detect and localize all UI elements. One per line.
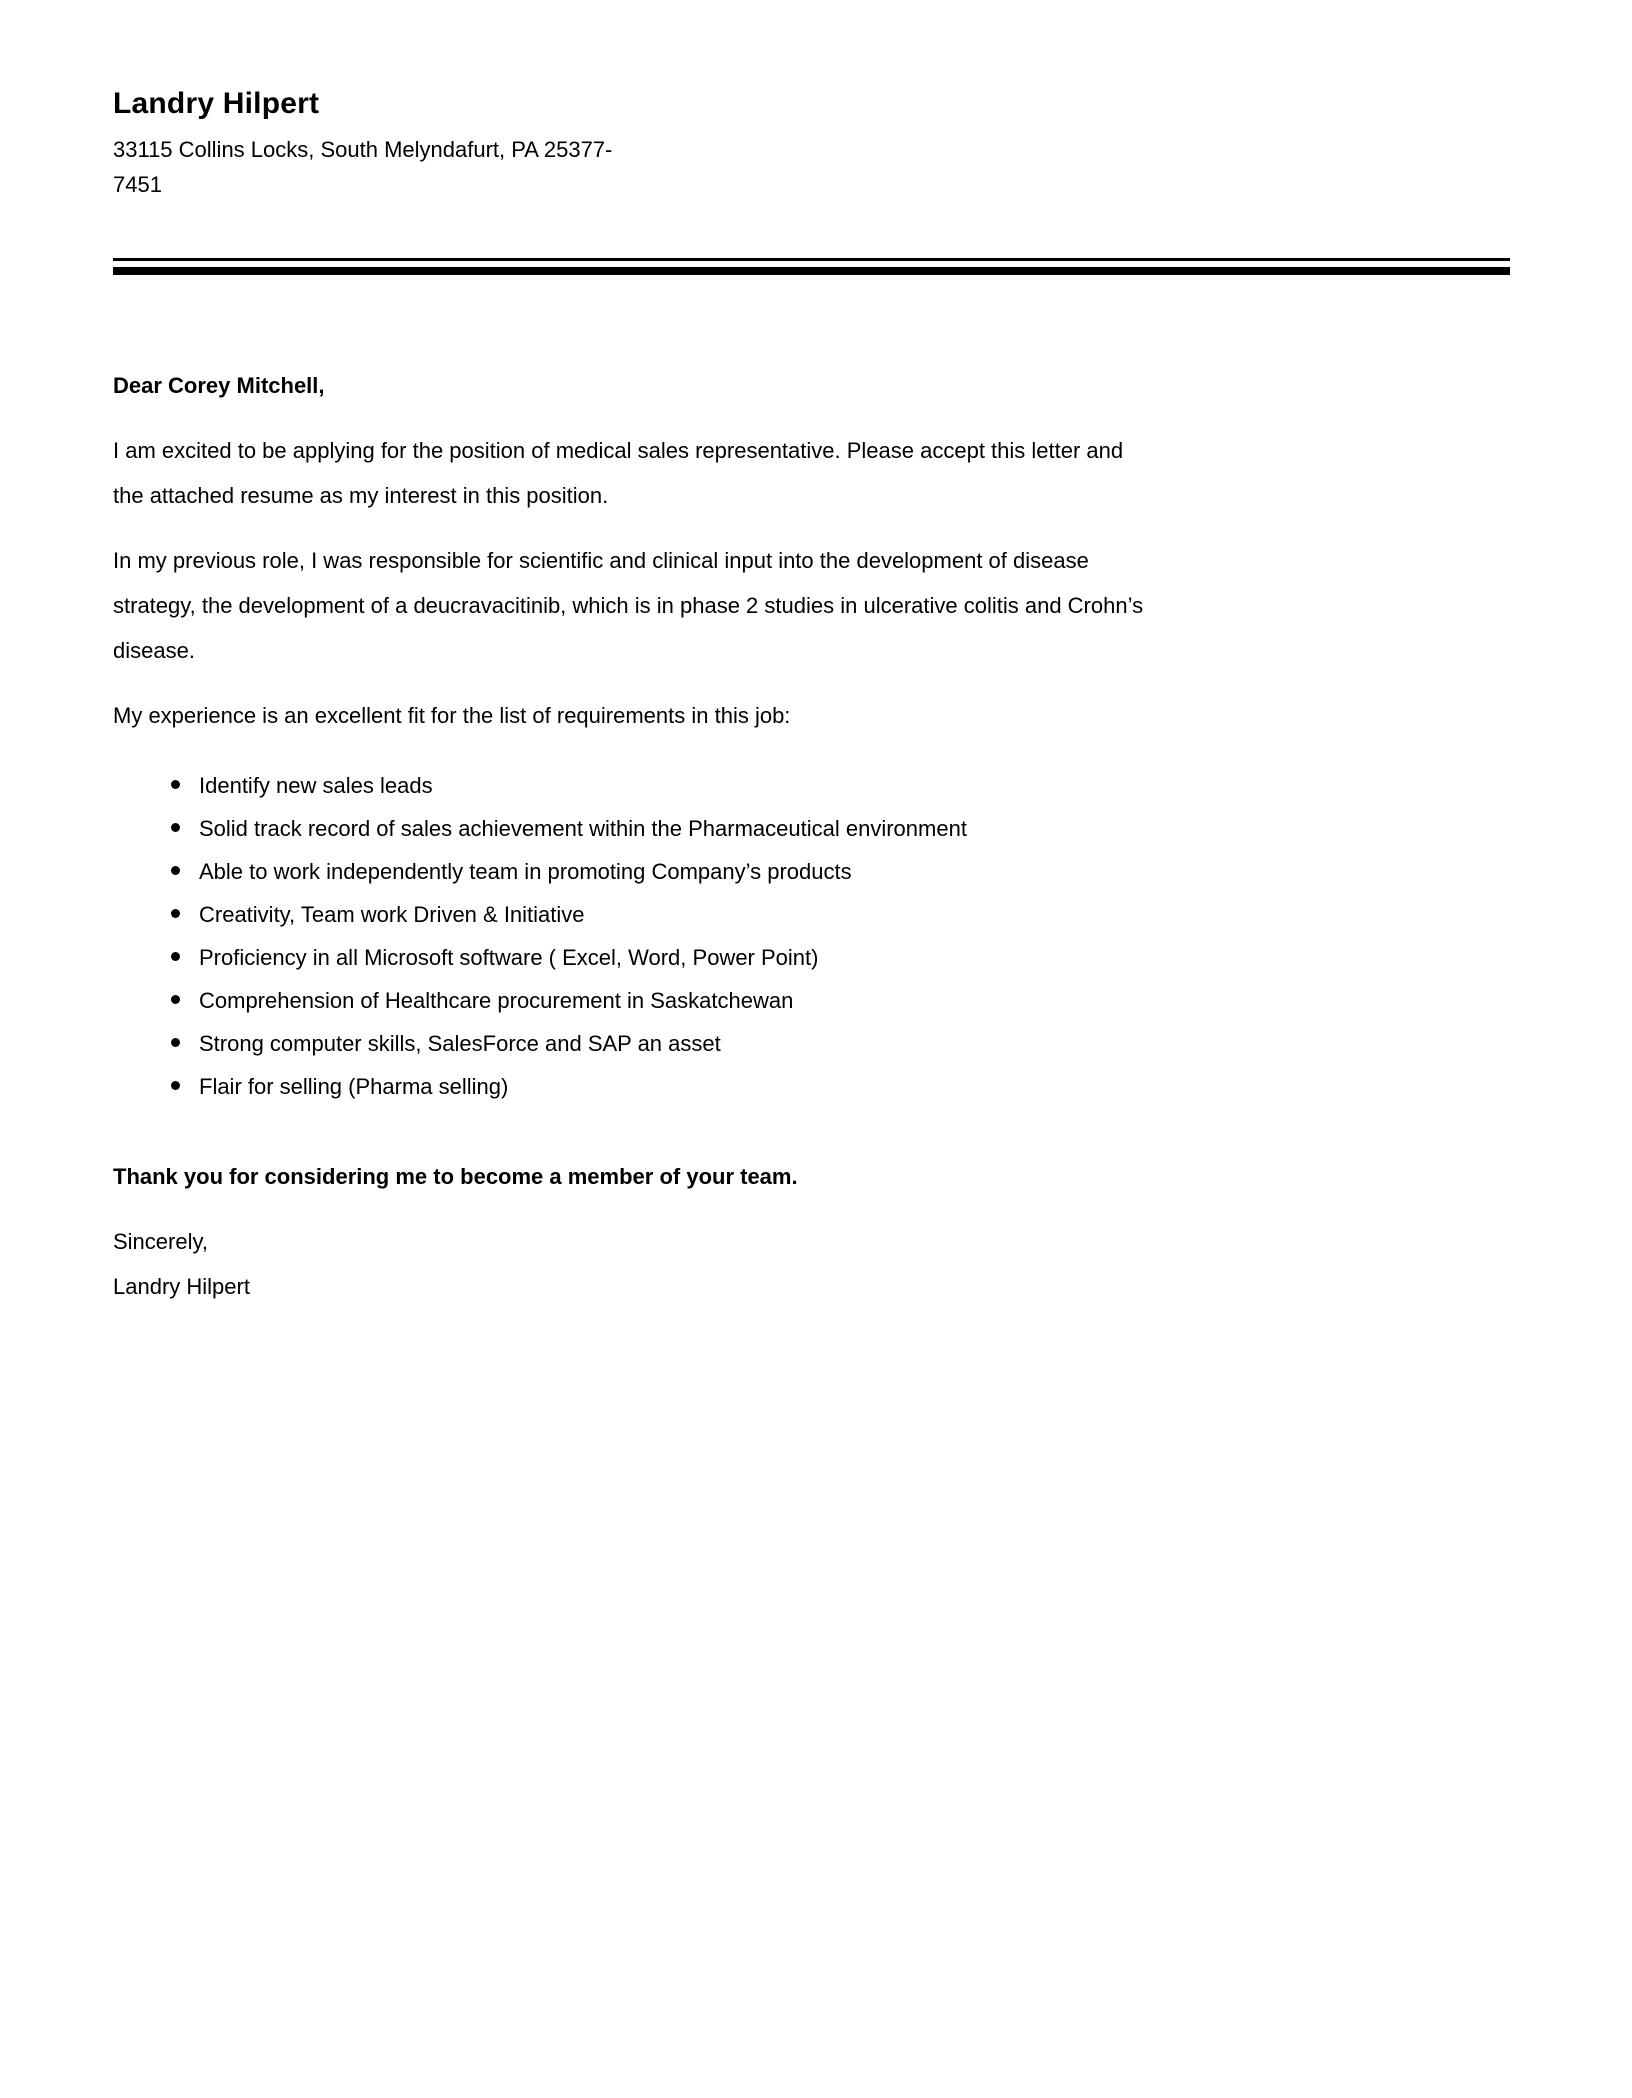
sender-address-line-2: 7451 xyxy=(113,172,162,197)
requirements-list xyxy=(113,764,1510,1108)
signature-name: Landry Hilpert xyxy=(113,1274,250,1299)
closing-statement: Thank you for considering me to become a member of your team. xyxy=(113,1164,798,1189)
requirement-item: Creativity, Team work Driven & Initiative xyxy=(113,893,1510,936)
requirement-item: Identify new sales leads xyxy=(113,764,1510,807)
sender-address-line-1: 33115 Collins Locks, South Melyndafurt, PA 25377- xyxy=(113,137,613,162)
paragraph-intro xyxy=(113,428,1510,518)
greeting: Dear Corey Mitchell, xyxy=(113,373,325,398)
requirement-item: Able to work independently team in promoting Company’s products xyxy=(113,850,1510,893)
paragraph-line: I am excited to be applying for the position of medical sales representative. Please accept this letter and xyxy=(113,438,1124,463)
paragraph-line: In my previous role, I was responsible for scientific and clinical input into the development of disease xyxy=(113,548,1089,573)
sender-name: Landry Hilpert xyxy=(113,87,320,120)
requirement-item: Comprehension of Healthcare procurement in Saskatchewan xyxy=(113,979,1510,1022)
signoff-block xyxy=(113,1219,1510,1309)
requirement-item: Flair for selling (Pharma selling) xyxy=(113,1065,1510,1108)
letter-body xyxy=(113,363,1510,1309)
paragraph-line: strategy, the development of a deucravacitinib, which is in phase 2 studies in ulcerative colitis and Crohn’s xyxy=(113,593,1144,618)
paragraph-previous-role xyxy=(113,538,1510,673)
paragraph-line: disease. xyxy=(113,638,195,663)
header-divider xyxy=(113,258,1510,275)
sender-address xyxy=(113,132,1510,202)
requirement-item: Strong computer skills, SalesForce and SAP an asset xyxy=(113,1022,1510,1065)
requirement-item: Solid track record of sales achievement within the Pharmaceutical environment xyxy=(113,807,1510,850)
signoff: Sincerely, xyxy=(113,1229,208,1254)
letter-header xyxy=(113,86,1510,202)
paragraph-line: the attached resume as my interest in this position. xyxy=(113,483,609,508)
requirement-item: Proficiency in all Microsoft software ( Excel, Word, Power Point) xyxy=(113,936,1510,979)
paragraph-experience-fit: My experience is an excellent fit for the list of requirements in this job: xyxy=(113,703,791,728)
